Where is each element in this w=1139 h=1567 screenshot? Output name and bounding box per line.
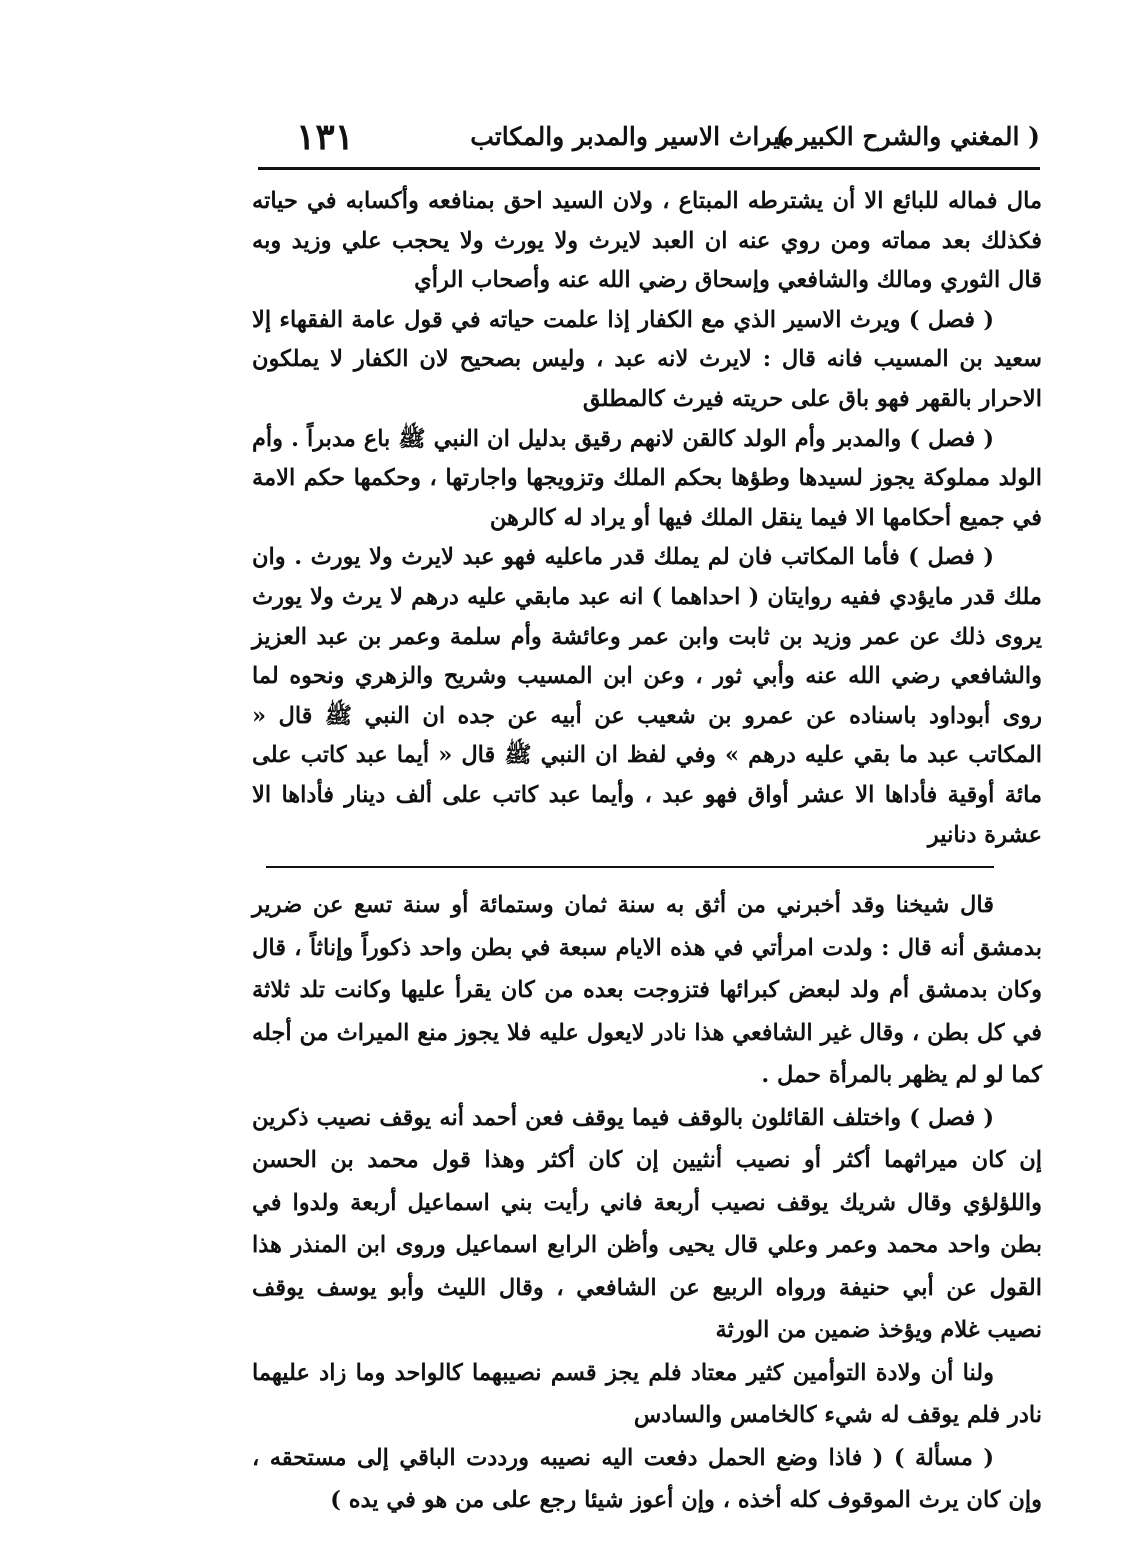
main-paragraph: ( فصل ) ويرث الاسير الذي مع الكفار إذا علمت حياته في قول عامة الفقهاء إلا سعيد بن المسيب فانه قال : لايرث لانه عبد ، وليس بصحيح لان الكفار لا يملكون الاحرار بالقهر فهو باق على حريته فيرث كالمطلق [252, 306, 1042, 412]
main-paragraph: ( فصل ) والمدبر وأم الولد كالقن لانهم رقيق بدليل ان النبي ﷺ باع مدبراً . وأم الولد مملوكة يجوز لسيدها وطؤها بحكم الملك وتزويجها واجارتها ، وحكمها حكم الامة في جميع أحكامها الا فيما ينقل الملك فيها أو يراد له كالرهن [252, 425, 1042, 531]
main-paragraph: ( فصل ) فأما المكاتب فان لم يملك قدر ماعليه فهو عبد لايرث ولا يورث . وان ملك قدر مايؤدي ففيه روايتان ( احداهما ) انه عبد مابقي عليه درهم لا يرث ولا يورث يروى ذلك عن عمر وزيد بن ثابت وابن عمر وعائشة وأم سلمة وعمر بن عبد العزيز والشافعي رضي الله عنه وأبي ثور ، وعن ابن المسيب وشريح والزهري ونحوه لما روى أبوداود باسناده عن عمرو بن شعيب عن أبيه عن جده ان النبي ﷺ قال « المكاتب عبد ما بقي عليه درهم » وفي لفظ ان النبي ﷺ قال « أيما عبد كاتب على مائة أوقية فأداها الا عشر أواق فهو عبد ، وأيما عبد كاتب على ألف دينار فأداها الا عشرة دنانير [252, 544, 1042, 848]
main-paragraph: مال فماله للبائع الا أن يشترطه المبتاع ، ولان السيد احق بمنافعه وأكسابه في حياته فكذلك بعد مماته ومن روي عنه ان العبد لايرث ولا يورث ولا يحجب علي وزيد وبه قال الثوري ومالك والشافعي وإسحاق رضي الله عنه وأصحاب الرأي [252, 188, 1042, 294]
page-number: ١٣١ [296, 116, 355, 158]
main-text [252, 182, 1042, 855]
commentary-paragraph: ( مسألة ) ( فاذا وضع الحمل دفعت اليه نصيبه ورددت الباقي إلى مستحقه ، وإن كان يرث الموقوف كله أخذه ، وإن أعوز شيئا رجع على من هو في يده ) [252, 1444, 1042, 1513]
commentary-text [252, 884, 1042, 1522]
header-rule [258, 167, 1040, 170]
running-section-title: ميراث الاسير والمدبر والمكاتب [470, 122, 794, 151]
running-book-title: ( المغني والشرح الكبير ) [775, 122, 1040, 151]
commentary-paragraph: ولنا أن ولادة التوأمين كثير معتاد فلم يجز قسم نصيبهما كالواحد وما زاد عليهما نادر فلم يوقف له شيء كالخامس والسادس [252, 1359, 1042, 1428]
commentary-paragraph: ( فصل ) واختلف القائلون بالوقف فيما يوقف فعن أحمد أنه يوقف نصيب ذكرين إن كان ميراثهما أكثر أو نصيب أنثيين إن كان أكثر وهذا قول محمد بن الحسن واللؤلؤي وقال شريك يوقف نصيب أربعة فاني رأيت بني اسماعيل أربعة ولدوا في بطن واحد محمد وعمر وعلي قال يحيى وأظن الرابع اسماعيل وروى ابن المنذر هذا القول عن أبي حنيفة ورواه الربيع عن الشافعي ، وقال الليث وأبو يوسف يوقف نصيب غلام ويؤخذ ضمين من الورثة [252, 1104, 1042, 1343]
section-separator [266, 866, 994, 868]
page-header [258, 116, 1040, 164]
commentary-paragraph: قال شيخنا وقد أخبرني من أثق به سنة ثمان وستمائة أو سنة تسع عن ضرير بدمشق أنه قال : ولدت امرأتي في هذه الايام سبعة في بطن واحد ذكوراً وإناثاً ، قال وكان بدمشق أم ولد لبعض كبرائها فتزوجت بعده من كان يقرأ عليها وكانت تلد ثلاثة في كل بطن ، وقال غير الشافعي هذا نادر لايعول عليه فلا يجوز منع الميراث من أجله كما لو لم يظهر بالمرأة حمل . [252, 892, 1042, 1088]
